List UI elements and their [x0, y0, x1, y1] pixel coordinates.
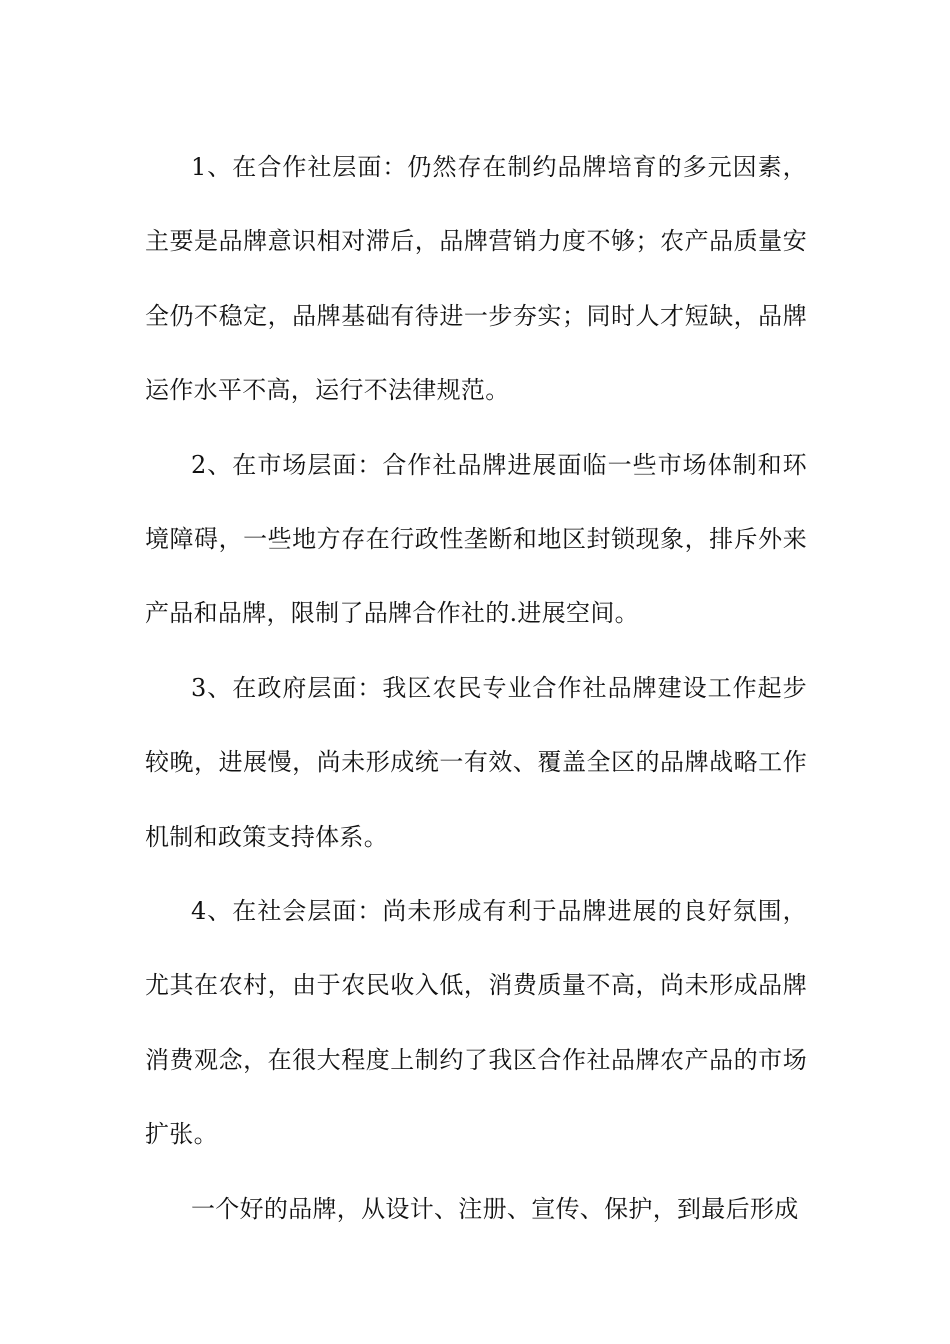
paragraph-good-brand: 一个好的品牌，从设计、注册、宣传、保护，到最后形成 [191, 1194, 799, 1223]
paragraph-market-level: 2、在市场层面：合作社品牌进展面临一些市场体制和环境障碍，一些地方存在行政性垄断和地区封锁现象，排斥外来产品和品牌，限制了品牌合作社的.进展空间。 [145, 450, 807, 628]
paragraph-society-level: 4、在社会层面：尚未形成有利于品牌进展的良好氛围，尤其在农村，由于农民收入低，消费质量不高，尚未形成品牌消费观念，在很大程度上制约了我区合作社品牌农产品的市场扩张。 [145, 897, 807, 1149]
paragraph-cooperative-level: 1、在合作社层面：仍然存在制约品牌培育的多元因素，主要是品牌意识相对滞后，品牌营销力度不够；农产品质量安全仍不稳定，品牌基础有待进一步夯实；同时人才短缺，品牌运作水平不高，运行不法律规范。 [145, 153, 807, 405]
document-body [145, 130, 807, 1246]
paragraph-government-level: 3、在政府层面：我区农民专业合作社品牌建设工作起步较晚，进展慢，尚未形成统一有效、覆盖全区的品牌战略工作机制和政策支持体系。 [145, 673, 807, 851]
